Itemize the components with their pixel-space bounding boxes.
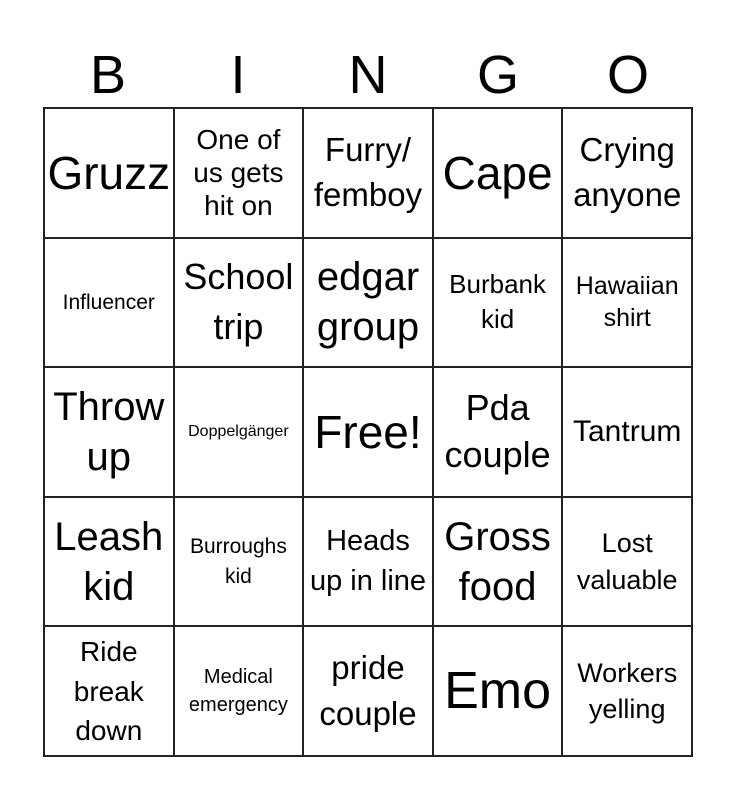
header-letter-n: N <box>348 45 388 105</box>
bingo-cell[interactable]: Ride break down <box>44 626 174 756</box>
bingo-cell[interactable]: Burbank kid <box>433 238 563 368</box>
bingo-cell[interactable]: School trip <box>174 238 304 368</box>
header-letter-g: G <box>476 45 519 105</box>
bingo-grid <box>43 107 693 757</box>
header-letter-i: I <box>230 45 246 105</box>
bingo-cell[interactable]: Leash kid <box>44 497 174 627</box>
bingo-cell[interactable]: One of us gets hit on <box>174 108 304 238</box>
bingo-cell[interactable]: Lost valuable <box>562 497 692 627</box>
bingo-cell[interactable]: Heads up in line <box>303 497 433 627</box>
header-letter-o: O <box>606 45 649 105</box>
bingo-cell[interactable]: Cape <box>433 108 563 238</box>
bingo-cell[interactable]: Gruzz <box>44 108 174 238</box>
bingo-cell[interactable]: edgar group <box>303 238 433 368</box>
bingo-cell[interactable]: Crying anyone <box>562 108 692 238</box>
bingo-cell[interactable]: Workers yelling <box>562 626 692 756</box>
bingo-cell[interactable]: Throw up <box>44 367 174 497</box>
bingo-header <box>43 44 693 106</box>
bingo-cell[interactable]: Doppelgänger <box>174 367 304 497</box>
bingo-cell[interactable]: Influencer <box>44 238 174 368</box>
bingo-cell[interactable]: Free! <box>303 367 433 497</box>
bingo-cell[interactable]: Tantrum <box>562 367 692 497</box>
bingo-cell[interactable]: Medical emergency <box>174 626 304 756</box>
header-letter-b: B <box>89 45 127 105</box>
bingo-cell[interactable]: Furry/ femboy <box>303 108 433 238</box>
bingo-cell[interactable]: pride couple <box>303 626 433 756</box>
bingo-cell[interactable]: Gross food <box>433 497 563 627</box>
bingo-cell[interactable]: Pda couple <box>433 367 563 497</box>
bingo-cell[interactable]: Emo <box>433 626 563 756</box>
bingo-cell[interactable]: Hawaiian shirt <box>562 238 692 368</box>
bingo-cell[interactable]: Burroughs kid <box>174 497 304 627</box>
